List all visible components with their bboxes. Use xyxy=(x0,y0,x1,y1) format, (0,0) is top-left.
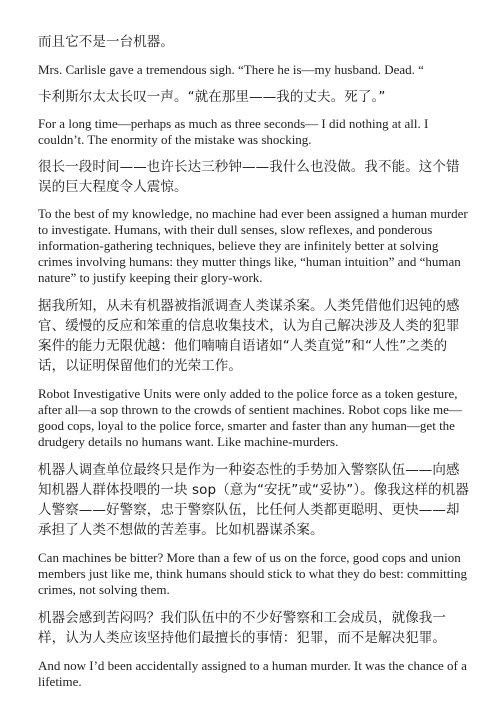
paragraph-zh-5: 机器人调查单位最终只是作为一种姿态性的手势加入警察队伍——向感知机器人群体投喂的一块 sop（意为“安抚”或“妥协”）。像我这样的机器人警察——好警察，忠于警察队伍，比任何人类都更聪明、更快——却承担了人类不想做的苦差事。比如机器谋杀案。 xyxy=(38,462,469,538)
paragraph-en-3: To the best of my knowledge, no machine had ever been assigned a human murder to investigate. Humans, with their dull senses, slow reflexes, and ponderous information-gathering techniques, believe they are infinitely better at solving crimes involving humans: they mutter things like, “human intuition” and “human nature” to justify keeping their glory-work. xyxy=(38,206,468,285)
paragraph-zh-3: 很长一段时间——也许长达三秒钟——我什么也没做。我不能。这个错误的巨大程度令人震惊。 xyxy=(38,159,460,195)
paragraph-zh-1: 而且它不是一台机器。 xyxy=(38,34,174,50)
paragraph-en-4: Robot Investigative Units were only added to the police force as a token gesture, after all—a sop thrown to the crowds of sentient machines. Robot cops like me—good cops, loyal to the police force, smarter and faster than any human—get the drudgery details no humans want. Like machine-murders. xyxy=(38,386,462,449)
paragraph-en-1: Mrs. Carlisle gave a tremendous sigh. “There he is—my husband. Dead. “ xyxy=(38,62,424,77)
paragraph-zh-6: 机器会感到苦闷吗？我们队伍中的不少好警察和工会成员，就像我一样，认为人类应该坚持他们最擅长的事情：犯罪，而不是解决犯罪。 xyxy=(38,610,446,646)
paragraph-en-5: Can machines be bitter? More than a few of us on the force, good cops and union members just like me, think humans should stick to what they do best: committing crimes, not solving them. xyxy=(38,550,467,597)
paragraph-en-2: For a long time—perhaps as much as three seconds— I did nothing at all. I couldn’t. The enormity of the mistake was shocking. xyxy=(38,116,429,147)
paragraph-en-6: And now I’d been accidentally assigned to a human murder. It was the chance of a lifetime. xyxy=(38,658,467,689)
paragraph-zh-2: 卡利斯尔太太长叹一声。“就在那里——我的丈夫。死了。” xyxy=(38,89,386,105)
paragraph-zh-4: 据我所知，从未有机器被指派调查人类谋杀案。人类凭借他们迟钝的感官、缓慢的反应和笨重的信息收集技术，认为自己解决涉及人类的犯罪案件的能力无限优越：他们喃喃自语诸如“人类直觉”和“人性”之类的话，以证明保留他们的光荣工作。 xyxy=(38,298,460,374)
